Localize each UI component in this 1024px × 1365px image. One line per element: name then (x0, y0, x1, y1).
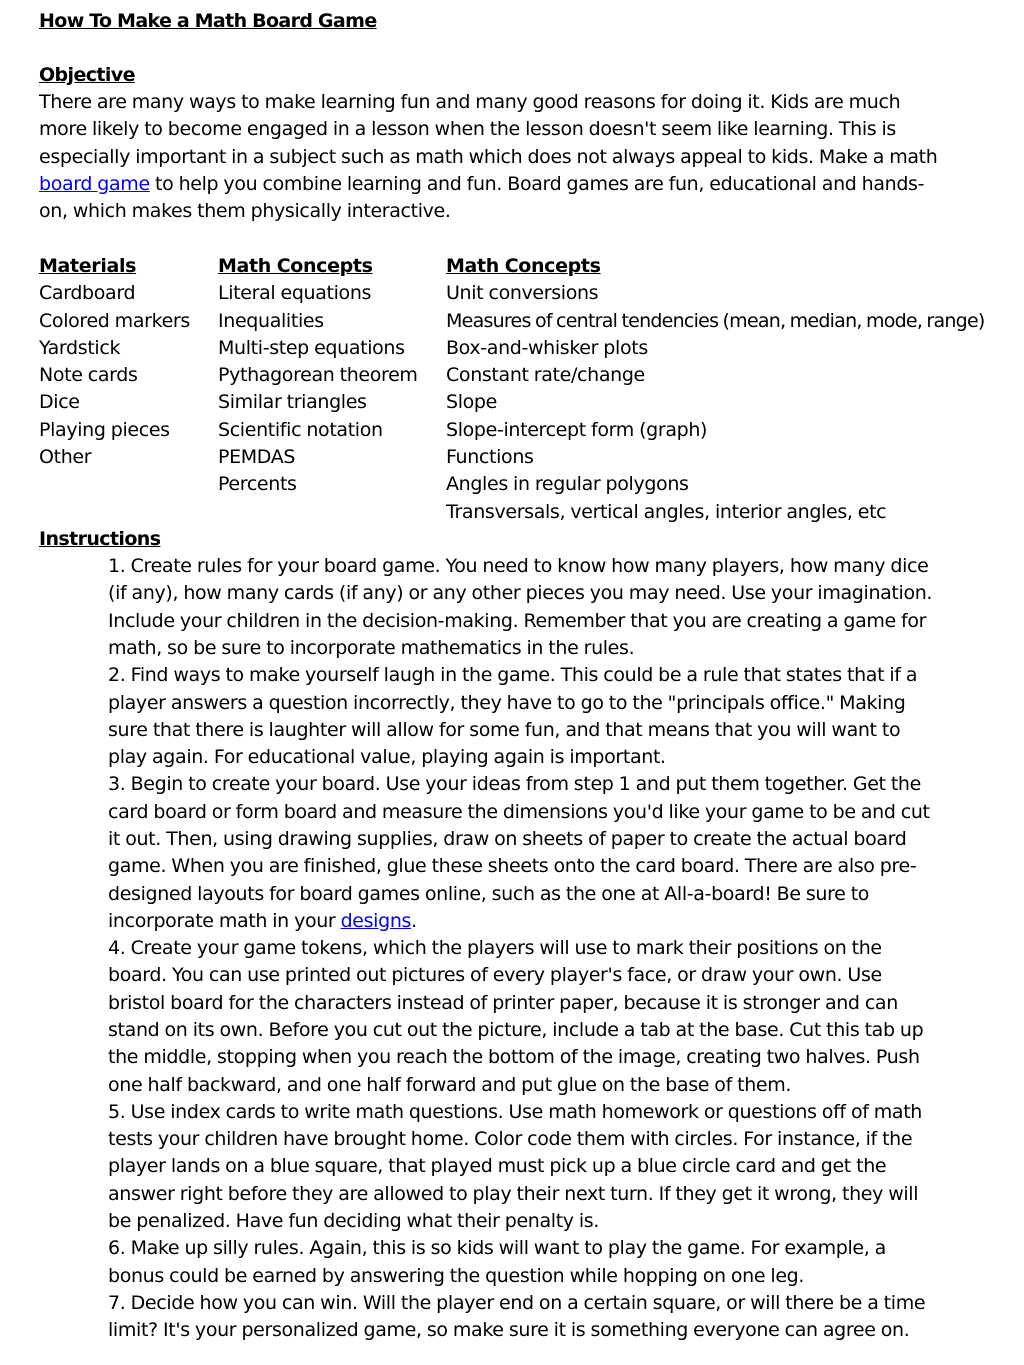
board-game-link[interactable]: board game (39, 173, 150, 195)
math-concepts-heading: Math Concepts (218, 255, 373, 277)
objective-line-text: to help you combine learning and fun. Board games are fun, educational and hands- (149, 173, 925, 195)
instruction-line: board. You can use printed out pictures of every player's face, or draw your own. Use (108, 964, 882, 986)
math-concept-item: Pythagorean theorem (218, 364, 418, 387)
materials-item: Yardstick (39, 336, 121, 359)
instruction-line: answer right before they are allowed to play their next turn. If they get it wrong, they will (108, 1183, 919, 1205)
instruction-line: bonus could be earned by answering the question while hopping on one leg. (108, 1265, 805, 1287)
designs-link[interactable]: designs (340, 910, 412, 932)
math-concept-item: PEMDAS (218, 446, 296, 469)
math-concepts-column-1 (218, 253, 418, 499)
instruction-line: designed layouts for board games online, such as the one at All-a-board! Be sure to (108, 883, 870, 905)
instruction-line: the middle, stopping when you reach the bottom of the image, creating two halves. Push (108, 1046, 920, 1068)
math-concept-item: Literal equations (218, 282, 372, 305)
materials-item: Dice (39, 391, 80, 414)
instruction-line: player lands on a blue square, that played must pick up a blue circle card and get the (108, 1155, 887, 1177)
instruction-text: . (411, 910, 417, 932)
materials-item: Cardboard (39, 282, 136, 305)
instruction-line: math, so be sure to incorporate mathematics in the rules. (108, 637, 635, 659)
instruction-line: 6. Make up silly rules. Again, this is so kids will want to play the game. For example, a (108, 1237, 886, 1259)
instructions-heading: Instructions (39, 528, 161, 550)
instruction-line: bristol board for the characters instead of printer paper, because it is stronger and can (108, 992, 898, 1014)
materials-column (39, 253, 190, 471)
math-concept-item: Slope (446, 391, 497, 414)
math-concepts-heading: Math Concepts (446, 255, 601, 277)
objective-line (39, 171, 924, 198)
math-concept-item: Unit conversions (446, 282, 599, 305)
instruction-line: 1. Create rules for your board game. You need to know how many players, how many dice (108, 555, 929, 577)
math-concept-item: Scientific notation (218, 418, 383, 441)
materials-item: Note cards (39, 364, 138, 387)
math-concept-item: Angles in regular polygons (446, 473, 689, 496)
instruction-line: 3. Begin to create your board. Use your ideas from step 1 and put them together. Get the (108, 773, 921, 795)
math-concept-item: Slope-intercept form (graph) (446, 418, 708, 441)
math-concept-item: Multi-step equations (218, 336, 405, 359)
instruction-line: 2. Find ways to make yourself laugh in the game. This could be a rule that states that if a (108, 664, 918, 686)
instruction-line: sure that there is laughter will allow for some fun, and that means that you will want to (108, 719, 901, 741)
objective-line: on, which makes them physically interactive. (39, 200, 451, 222)
materials-item: Playing pieces (39, 418, 170, 441)
instruction-line: play again. For educational value, playing again is important. (108, 746, 666, 768)
instruction-line: 7. Decide how you can win. Will the player end on a certain square, or will there be a time (108, 1292, 926, 1314)
instruction-line: be penalized. Have fun deciding what their penalty is. (108, 1210, 600, 1232)
math-concept-item: Transversals, vertical angles, interior angles, etc (446, 500, 887, 523)
instruction-text: incorporate math in your (108, 910, 341, 932)
instruction-line (108, 908, 417, 935)
objective-line: especially important in a subject such as math which does not always appeal to kids. Make a math (39, 146, 938, 168)
instruction-line: Include your children in the decision-making. Remember that you are creating a game for (108, 610, 927, 632)
instruction-line: one half backward, and one half forward and put glue on the base of them. (108, 1074, 792, 1096)
materials-item: Colored markers (39, 309, 190, 332)
instruction-line: stand on its own. Before you cut out the picture, include a tab at the base. Cut this tab up (108, 1019, 924, 1041)
instruction-line: card board or form board and measure the dimensions you'd like your game to be and cut (108, 801, 930, 823)
objective-line: more likely to become engaged in a lesson when the lesson doesn't seem like learning. This is (39, 118, 896, 140)
instruction-line: player answers a question incorrectly, they have to go to the "principals office." Making (108, 692, 906, 714)
math-concept-item: Constant rate/change (446, 364, 645, 387)
math-concepts-column-2 (446, 253, 985, 526)
instruction-line: 4. Create your game tokens, which the players will use to mark their positions on the (108, 937, 882, 959)
instruction-line: 5. Use index cards to write math questions. Use math homework or questions off of math (108, 1101, 922, 1123)
instruction-line: tests your children have brought home. Color code them with circles. For instance, if the (108, 1128, 913, 1150)
math-concept-item: Functions (446, 446, 534, 469)
materials-item: Other (39, 446, 92, 469)
objective-heading: Objective (39, 64, 135, 86)
document-title: How To Make a Math Board Game (39, 10, 377, 32)
instruction-line: (if any), how many cards (if any) or any other pieces you may need. Use your imagination. (108, 582, 933, 604)
math-concept-item: Measures of central tendencies (mean, median, mode, range) (446, 309, 985, 332)
math-concept-item: Inequalities (218, 309, 324, 332)
instruction-line: limit? It's your personalized game, so make sure it is something everyone can agree on. (108, 1319, 910, 1341)
materials-heading: Materials (39, 255, 137, 277)
objective-line: There are many ways to make learning fun and many good reasons for doing it. Kids are much (39, 91, 901, 113)
math-concept-item: Box-and-whisker plots (446, 336, 648, 359)
instruction-line: game. When you are finished, glue these sheets onto the card board. There are also pre- (108, 855, 917, 877)
math-concept-item: Similar triangles (218, 391, 367, 414)
instruction-line: it out. Then, using drawing supplies, draw on sheets of paper to create the actual board (108, 828, 907, 850)
math-concept-item: Percents (218, 473, 297, 496)
